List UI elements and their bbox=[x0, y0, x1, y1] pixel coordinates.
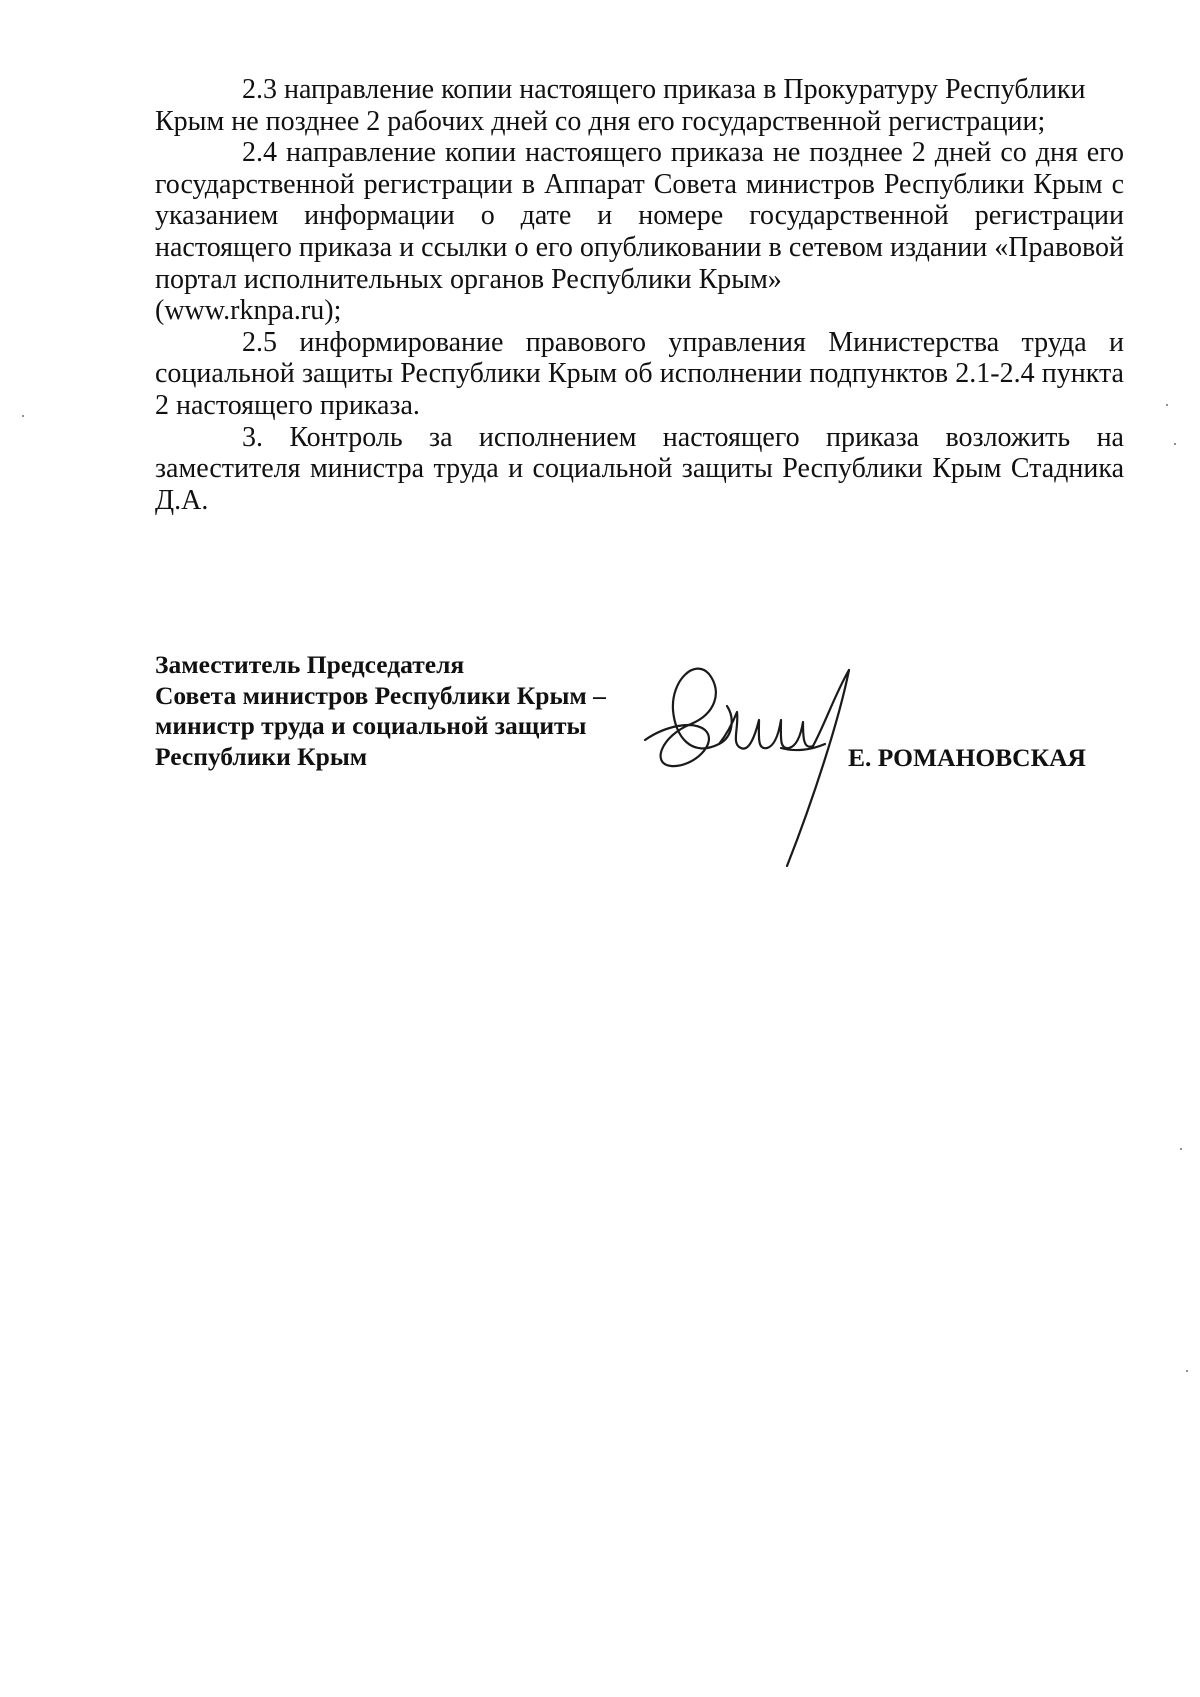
signatory-position bbox=[155, 650, 675, 772]
signatory-position-line-1: Заместитель Председателя bbox=[155, 650, 465, 679]
scan-speck bbox=[22, 415, 24, 417]
paragraph-2-3 bbox=[155, 74, 1124, 137]
scan-speck bbox=[1166, 404, 1168, 406]
scan-speck bbox=[1186, 1370, 1188, 1372]
scan-speck bbox=[1180, 1148, 1182, 1150]
signer-name: Е. РОМАНОВСКАЯ bbox=[848, 743, 1086, 772]
document-body bbox=[155, 74, 1124, 516]
signatory-position-line-4: Республики Крым bbox=[155, 741, 368, 771]
paragraph-2-4-url: (www.rknpa.ru); bbox=[155, 295, 342, 327]
paragraph-2-4: 2.4 направление копии настоящего приказа не позднее 2 дней со дня его государственной регистрации в Аппарат Совета министров Республики Крым с указанием информации о дате и номере государственной регистрации настоящего приказа и ссылки о его опубликовании в сетевом издании «Правовой портал исполнительных органов Республики Крым» bbox=[155, 137, 1124, 295]
scan-speck bbox=[1174, 443, 1176, 445]
paragraph-3: 3. Контроль за исполнением настоящего приказа возложить на заместителя министра труда и социальной защиты Республики Крым Стадника Д.А. bbox=[155, 421, 1124, 516]
paragraph-2-3-line-1: 2.3 направление копии настоящего приказа в Прокуратуру Республики bbox=[242, 74, 1086, 105]
paragraph-2-3-line-2: Крым не позднее 2 рабочих дней со дня его государственной регистрации; bbox=[155, 105, 1046, 137]
paragraph-2-5: 2.5 информирование правового управления Министерства труда и социальной защиты Республики Крым об исполнении подпунктов 2.1-2.4 пункта 2 настоящего приказа. bbox=[155, 326, 1124, 421]
signatory-position-line-3: министр труда и социальной защиты bbox=[155, 711, 587, 740]
signatory-position-line-2: Совета министров Республики Крым – bbox=[155, 680, 606, 710]
